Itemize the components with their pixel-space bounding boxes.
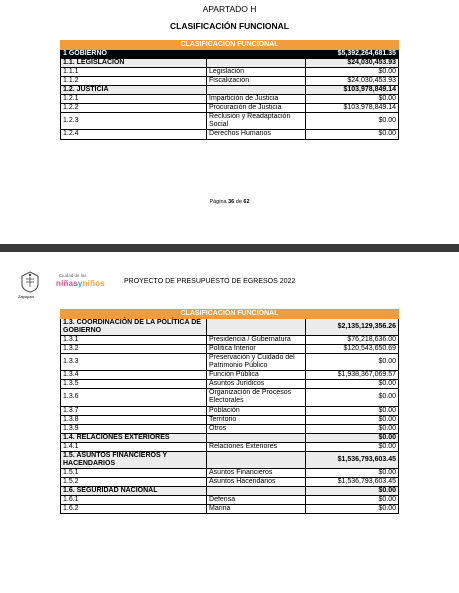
row-code: 1.3.3 [61, 354, 207, 371]
row-amount: $1,938,367,069.57 [306, 371, 399, 380]
table-row [61, 415, 399, 424]
section-row [61, 433, 399, 442]
row-code: 1.2.1 [61, 95, 207, 104]
row-label [207, 451, 306, 468]
table-header: CLASIFICACIÓN FUNCIONAL [61, 310, 399, 319]
row-amount: $0.00 [306, 415, 399, 424]
functional-classification-table-1 [60, 40, 399, 140]
row-amount: $103,978,849.14 [306, 104, 399, 113]
table-row [61, 389, 399, 406]
page-separator [0, 244, 459, 252]
section-title: CLASIFICACIÓN FUNCIONAL [170, 21, 289, 31]
table-header: CLASIFICACIÓN FUNCIONAL [61, 41, 399, 50]
table-row [61, 442, 399, 451]
project-title: PROYECTO DE PRESUPUESTO DE EGRESOS 2022 [124, 278, 296, 285]
appendix-heading: APARTADO H [202, 4, 257, 14]
row-label: Territorio [207, 415, 306, 424]
row-label: Reclusión y Readaptación Social [207, 113, 306, 130]
row-amount: $0.00 [306, 424, 399, 433]
table-row [61, 380, 399, 389]
row-amount: $24,030,453.93 [306, 77, 399, 86]
table-row [61, 77, 399, 86]
table-header-row [61, 41, 399, 50]
row-code: 1.2.3 [61, 113, 207, 130]
page-total: 62 [243, 199, 250, 205]
document-page-2 [0, 252, 459, 593]
row-amount: $0.00 [306, 130, 399, 139]
row-label [207, 59, 306, 68]
row-code: 1.3.6 [61, 389, 207, 406]
row-amount: $103,978,849.14 [306, 86, 399, 95]
row-code: 1.5. ASUNTOS FINANCIEROS Y HACENDARIOS [61, 451, 207, 468]
row-code: 1.3.4 [61, 371, 207, 380]
table-row [61, 336, 399, 345]
row-code: 1.1.2 [61, 77, 207, 86]
row-label: Presidencia / Gubernatura [207, 336, 306, 345]
table-row [61, 68, 399, 77]
row-amount: $1,536,793,603.45 [306, 477, 399, 486]
row-code: 1.4. RELACIONES EXTERIORES [61, 433, 207, 442]
table-row [61, 505, 399, 514]
row-code: 1.4.1 [61, 442, 207, 451]
row-label: Derechos Humanos [207, 130, 306, 139]
city-tagline: Ciudad de las [59, 273, 87, 278]
table-row [61, 95, 399, 104]
table-row [61, 345, 399, 354]
row-amount: $2,135,129,356.26 [306, 319, 399, 336]
table-header-row [61, 310, 399, 319]
row-label: Población [207, 406, 306, 415]
row-amount: $0.00 [306, 95, 399, 104]
row-label: Relaciones Exteriores [207, 442, 306, 451]
row-amount: $1,536,793,603.45 [306, 451, 399, 468]
table-row [61, 104, 399, 113]
row-label [207, 319, 306, 336]
row-amount: $0.00 [306, 468, 399, 477]
table-row [61, 371, 399, 380]
row-code: 1.2. JUSTICIA [61, 86, 207, 95]
row-label: Organización de Procesos Electorales [207, 389, 306, 406]
row-label: Asuntos Hacendarios [207, 477, 306, 486]
row-amount: $0.00 [306, 442, 399, 451]
total-row [61, 50, 399, 59]
table-row [61, 113, 399, 130]
row-label: Procuración de Justicia [207, 104, 306, 113]
table-row [61, 424, 399, 433]
row-label: Asuntos Jurídicos [207, 380, 306, 389]
header-logos [18, 270, 118, 300]
functional-classification-table-2 [60, 309, 399, 514]
row-amount: $0.00 [306, 354, 399, 371]
row-amount: $0.00 [306, 380, 399, 389]
row-amount: $0.00 [306, 495, 399, 504]
total-code: 1 GOBIERNO [61, 50, 306, 59]
row-amount: $120,543,650.69 [306, 345, 399, 354]
section-row [61, 86, 399, 95]
row-code: 1.6.2 [61, 505, 207, 514]
row-label: Otros [207, 424, 306, 433]
row-amount: $0.00 [306, 113, 399, 130]
seal-label: Zapopan [18, 294, 34, 299]
row-code: 1.5.1 [61, 468, 207, 477]
row-label: Función Pública [207, 371, 306, 380]
table-row [61, 468, 399, 477]
section-row [61, 59, 399, 68]
row-code: 1.2.2 [61, 104, 207, 113]
row-label [207, 433, 306, 442]
section-row [61, 319, 399, 336]
row-code: 1.3.9 [61, 424, 207, 433]
table-row [61, 354, 399, 371]
total-amount: $5,392,264,681.35 [306, 50, 399, 59]
row-amount: $0.00 [306, 389, 399, 406]
row-label [207, 86, 306, 95]
table-row [61, 477, 399, 486]
row-amount: $0.00 [306, 486, 399, 495]
row-label: Impartición de Justicia [207, 95, 306, 104]
page-word: Página [209, 199, 227, 205]
row-code: 1.3.5 [61, 380, 207, 389]
row-label: Legislación [207, 68, 306, 77]
municipal-seal-icon [18, 270, 42, 294]
row-code: 1.3. COORDINACIÓN DE LA POLÍTICA DE GOBIERNO [61, 319, 207, 336]
page-of: de [235, 199, 242, 205]
row-label: Política Interior [207, 345, 306, 354]
row-code: 1.6.1 [61, 495, 207, 504]
row-label [207, 486, 306, 495]
row-code: 1.3.8 [61, 415, 207, 424]
row-amount: $24,030,453.93 [306, 59, 399, 68]
table-row [61, 495, 399, 504]
document-page-1 [0, 0, 459, 244]
row-amount: $0.00 [306, 406, 399, 415]
row-amount: $76,218,636.00 [306, 336, 399, 345]
row-label: Asuntos Financieros [207, 468, 306, 477]
row-code: 1.3.2 [61, 345, 207, 354]
row-amount: $0.00 [306, 505, 399, 514]
row-code: 1.5.2 [61, 477, 207, 486]
page-current: 36 [228, 199, 235, 205]
table-row [61, 130, 399, 139]
table-row [61, 406, 399, 415]
row-code: 1.1.1 [61, 68, 207, 77]
row-amount: $0.00 [306, 68, 399, 77]
row-label: Defensa [207, 495, 306, 504]
page-number [0, 199, 459, 205]
row-code: 1.6. SEGURIDAD NACIONAL [61, 486, 207, 495]
row-amount: $0.00 [306, 433, 399, 442]
row-code: 1.2.4 [61, 130, 207, 139]
row-label: Preservación y Cuidado del Patrimonio Público [207, 354, 306, 371]
row-label: Fiscalización [207, 77, 306, 86]
city-logo: niñasyniños [56, 279, 105, 288]
section-row [61, 451, 399, 468]
row-label: Marina [207, 505, 306, 514]
row-code: 1.3.7 [61, 406, 207, 415]
section-row [61, 486, 399, 495]
row-code: 1.1. LEGISLACIÓN [61, 59, 207, 68]
row-code: 1.3.1 [61, 336, 207, 345]
